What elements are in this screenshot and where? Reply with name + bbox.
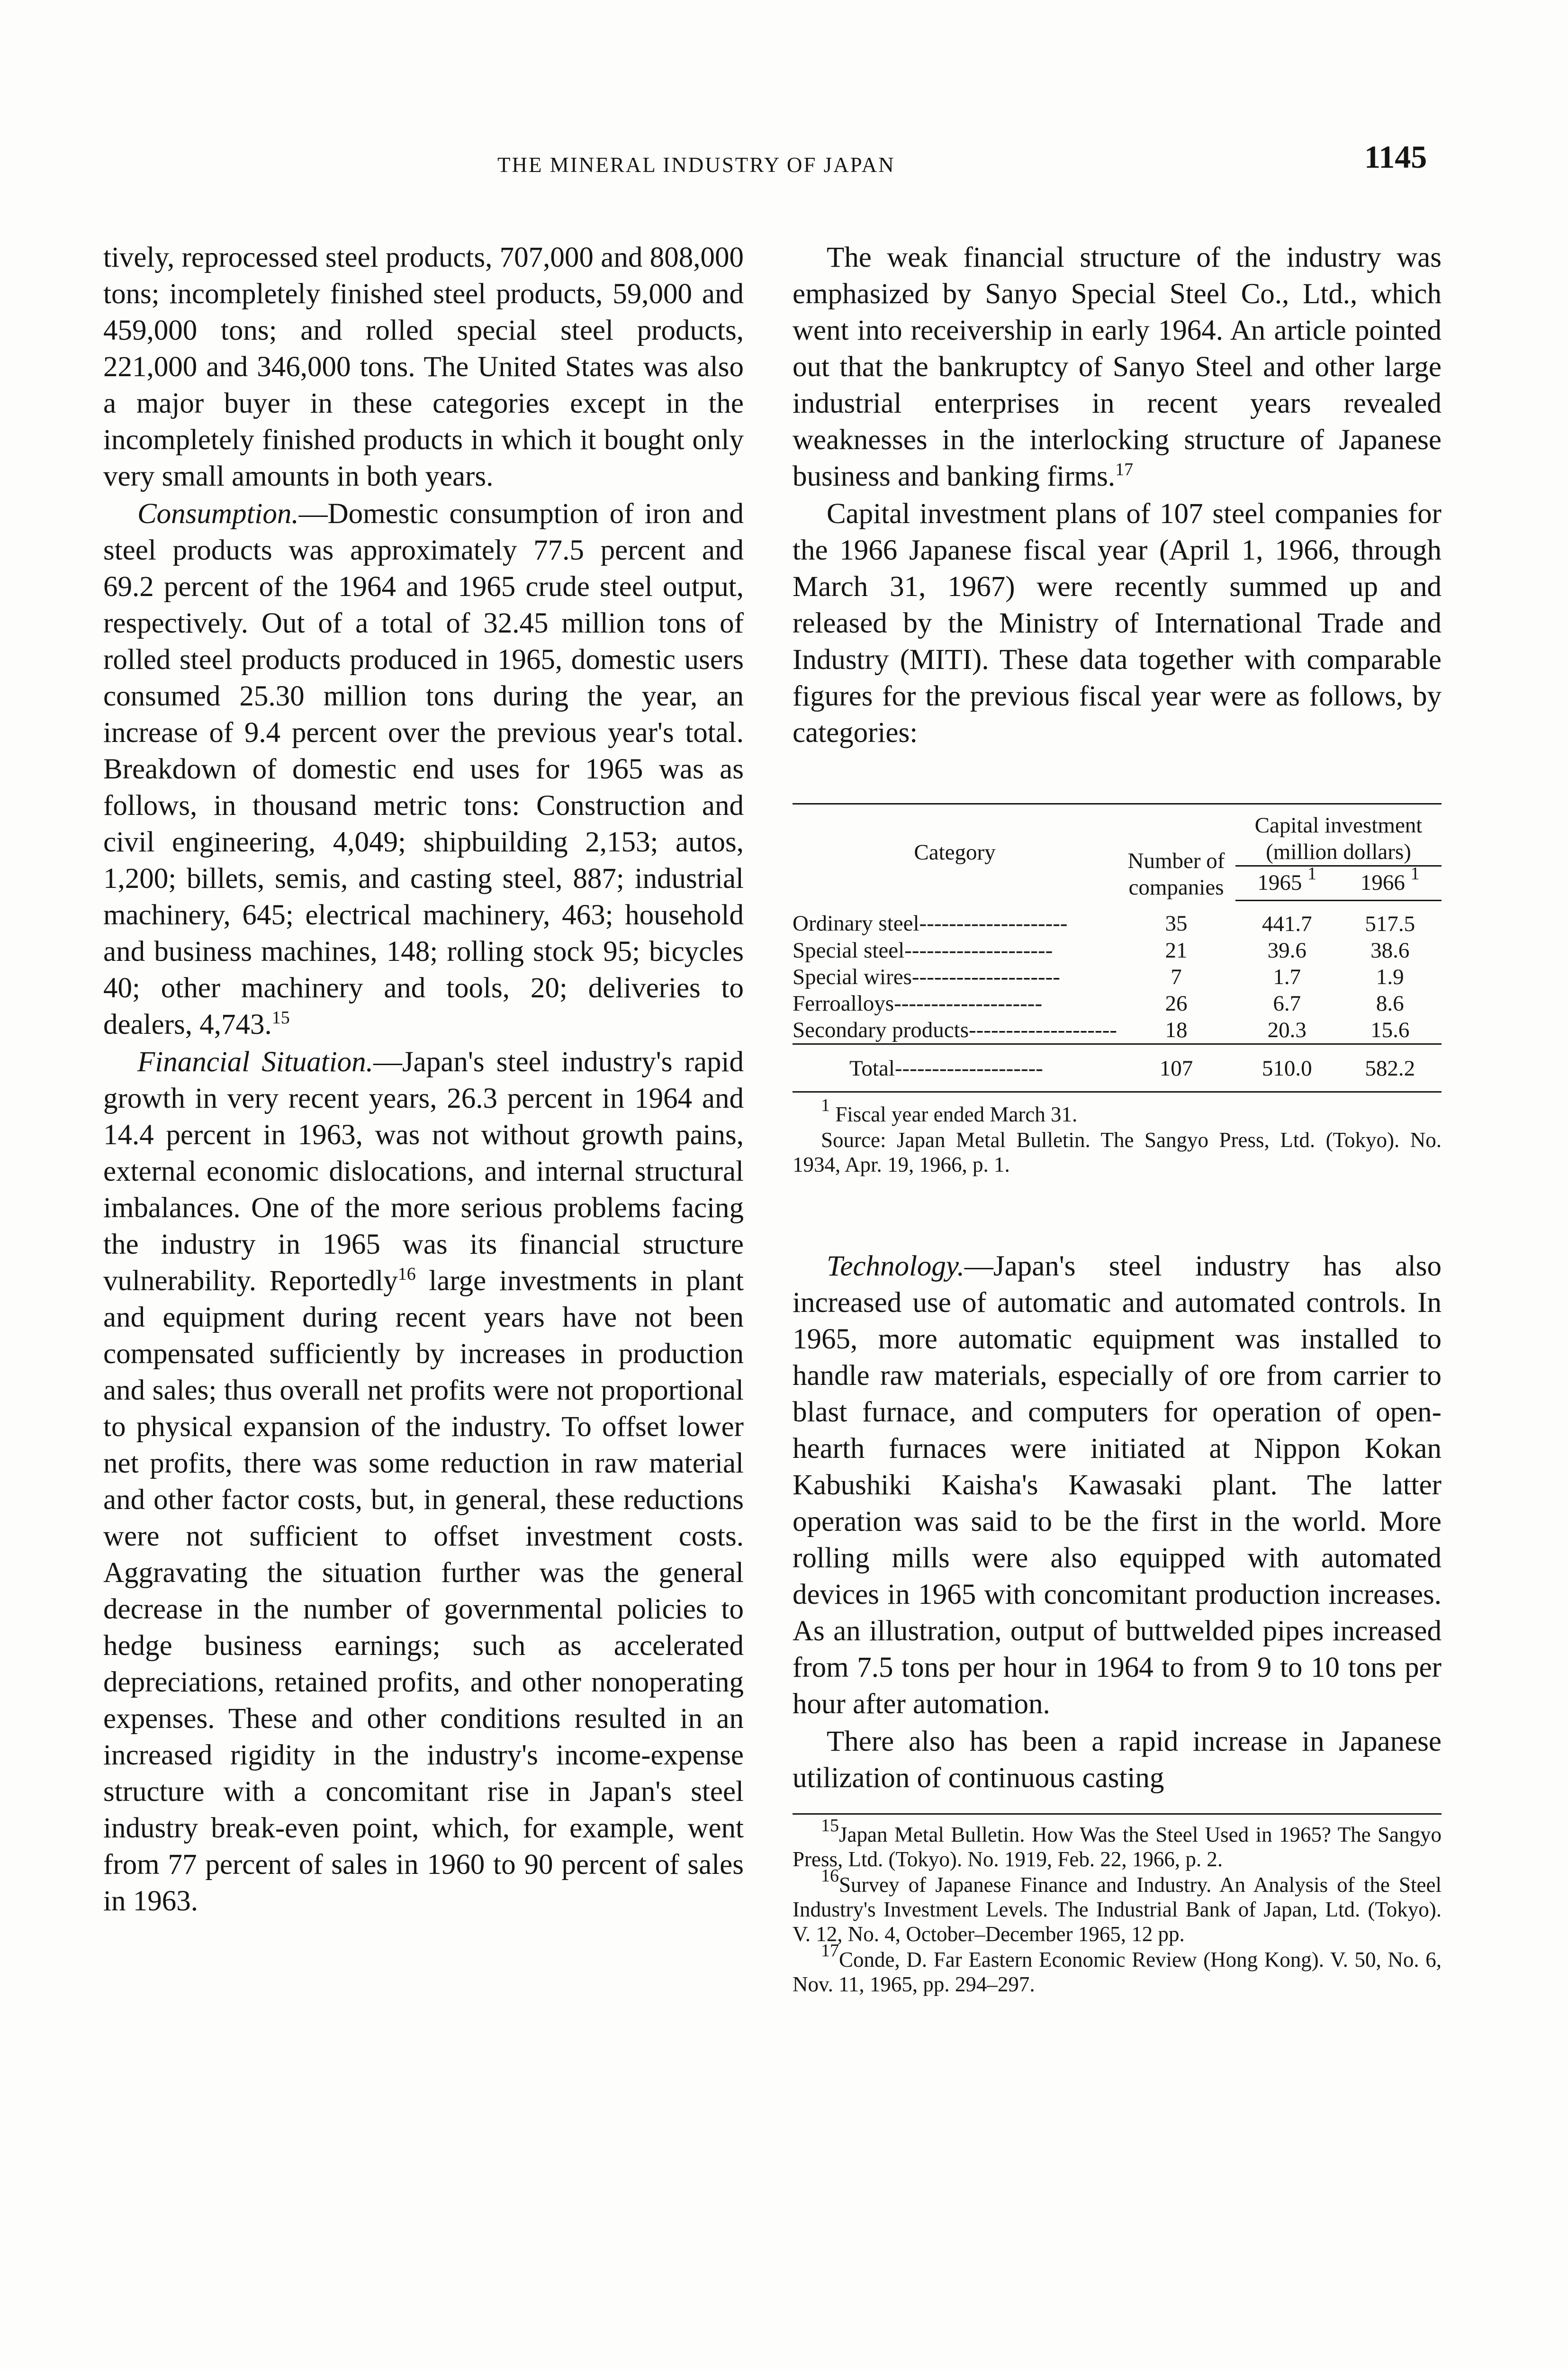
header-category: Category: [914, 840, 996, 865]
paragraph-capital-investment: Capital investment plans of 107 steel companies for the 1966 Japanese fiscal year (April 1, 1966, through March 31, 1967) were recently summed up and released by the Ministry of International Trade and Industry (MITI). These data together with comparable figures for the previous fiscal year were as follows, by categories:: [793, 498, 1442, 749]
header-number-of-companies: Number of companies: [1127, 848, 1225, 900]
paragraph-exports-continued: tively, reprocessed steel products, 707,000 and 808,000 tons; incompletely finished steel products, 59,000 and 459,000 tons; and rolled special steel products, 221,000 and 346,000 tons. The United States was also a major buyer in these categories except in the incompletely finished products in which it bought only very small amounts in both years.: [103, 242, 744, 492]
footnote-15: $^{15}$Japan Metal Bulletin. How Was the Steel Used in 1965? The Sangyo Press, Ltd. (Tokyo). No. 1919, Feb. 22, 1966, p. 2.: [793, 1816, 1442, 1871]
header-capital-investment: Capital investment (million dollars): [1235, 804, 1442, 866]
footnotes: [793, 1813, 1442, 1997]
financial-text-b: large investments in plant and equipment during recent years have not been compensated sufficiently by increases in production and sales; thus overall net profits were not proportional to physical expansion of the industry. To offset lower net profits, there was some reduction in raw material and other factor costs, but, in general, these reductions were not sufficient to offset investment costs. Aggravating the situation further was the general decrease in the number of governmental policies to hedge business earnings; such as accelerated depreciations, retained profits, and other nonoperating expenses. These and other conditions resulted in an increased rigidity in the industry's income-expense structure with a concomitant rise in Japan's steel industry break-even point, which, for example, went from 77 percent of sales in 1960 to 90 percent of sales in 1963.: [103, 1265, 744, 1917]
footnote-ref-15: 15: [271, 1008, 290, 1028]
weak-structure-text: The weak financial structure of the industry was emphasized by Sanyo Special Steel Co., Ltd., which went into receivership in early 1964. An article pointed out that the bankruptcy of Sanyo Steel and other large industrial enterprises in recent years revealed weaknesses in the interlocking structure of Japanese business and banking firms.: [793, 242, 1442, 492]
table-row: Ferroalloys-------------------- 26 6.7 8.6: [793, 991, 1404, 1016]
footnote-ref-17: 17: [1115, 460, 1134, 479]
table-row: Special wires-------------------- 7 1.7 1.9: [793, 965, 1404, 989]
footnote-17: $^{17}$Conde, D. Far Eastern Economic Review (Hong Kong). V. 50, No. 6, Nov. 11, 1965, pp. 294–297.: [793, 1941, 1442, 1996]
table-row: Secondary products-------------------- 18 20.3 15.6: [793, 1018, 1410, 1042]
table-note-fiscal-year: $^1$ Fiscal year ended March 31.: [821, 1095, 1078, 1126]
right-column: [793, 239, 1442, 1997]
paragraph-consumption: [103, 496, 744, 1043]
header-1966: 1966 $^1$: [1339, 866, 1442, 901]
running-title: THE MINERAL INDUSTRY OF JAPAN: [497, 153, 895, 177]
technology-text: —Japan's steel industry has also increased use of automatic and automated controls. In 1965, more automatic equipment was installed to handle raw materials, especially of ore from carrier to blast furnace, and computers for operation of open-hearth furnaces were initiated at Nippon Kokan Kabushiki Kaisha's Kawasaki plant. The latter operation was said to be the first in the world. More rolling mills were also equipped with automated devices in 1965 with concomitant production increases. As an illustration, output of buttwelded pipes increased from 7.5 tons per hour in 1964 to from 9 to 10 tons per hour after automation.: [793, 1250, 1442, 1720]
left-column: [103, 239, 744, 1919]
paragraph-technology: [793, 1248, 1442, 1722]
table-row: Ordinary steel-------------------- 35 441.7 517.5: [793, 911, 1415, 936]
financial-situation-heading: Financial Situation.: [137, 1046, 373, 1078]
paragraph-weak-financial-structure: [793, 239, 1442, 495]
financial-text-a: —Japan's steel industry's rapid growth in very recent years, 26.3 percent in 1964 and 14.4 percent in 1963, was not without growth pains, external economic dislocations, and internal structural imbalances. One of the more serious problems facing the industry in 1965 was its financial structure vulnerability. Reportedly: [103, 1046, 744, 1297]
table-row: Special steel-------------------- 21 39.6 38.6: [793, 938, 1410, 963]
consumption-text: —Domestic consumption of iron and steel products was approximately 77.5 percent and 69.2 percent of the 1964 and 1965 crude steel output, respectively. Out of a total of 32.45 million tons of rolled steel products produced in 1965, domestic users consumed 25.30 million tons during the year, an increase of 9.4 percent over the previous year's total. Breakdown of domestic end uses for 1965 was as follows, in thousand metric tons: Construction and civil engineering, 4,049; shipbuilding 2,153; autos, 1,200; billets, semis, and casting steel, 887; industrial machinery, 645; electrical machinery, 463; household and business machines, 148; rolling stock 95; bicycles 40; other machinery and tools, 20; deliveries to dealers, 4,743.: [103, 498, 744, 1040]
technology-section: [793, 1248, 1442, 1796]
capital-investment-table-block: [793, 803, 1442, 1177]
paragraph-continuous-casting: There also has been a rapid increase in Japanese utilization of continuous casting: [793, 1726, 1442, 1794]
footnote-ref-16: 16: [397, 1264, 416, 1284]
page-number: 1145: [1364, 139, 1427, 175]
consumption-heading: Consumption.: [137, 498, 299, 530]
footnote-16: $^{16}$Survey of Japanese Finance and Industry. An Analysis of the Steel Industry's Investment Levels. The Industrial Bank of Japan, Ltd. (Tokyo). V. 12, No. 4, October–December 1965, 12 pp.: [793, 1866, 1442, 1946]
table-notes: [793, 1095, 1442, 1177]
capital-investment-table: [793, 803, 1442, 1093]
paragraph-financial-situation: [103, 1044, 744, 1919]
table-total-row: Total-------------------- 107 510.0 582.2: [793, 1044, 1442, 1092]
technology-heading: Technology.: [827, 1250, 964, 1282]
table-source: Source: Japan Metal Bulletin. The Sangyo Press, Ltd. (Tokyo). No. 1934, Apr. 19, 1966, p. 1.: [793, 1128, 1442, 1176]
header-1965: 1965 $^1$: [1235, 866, 1338, 901]
